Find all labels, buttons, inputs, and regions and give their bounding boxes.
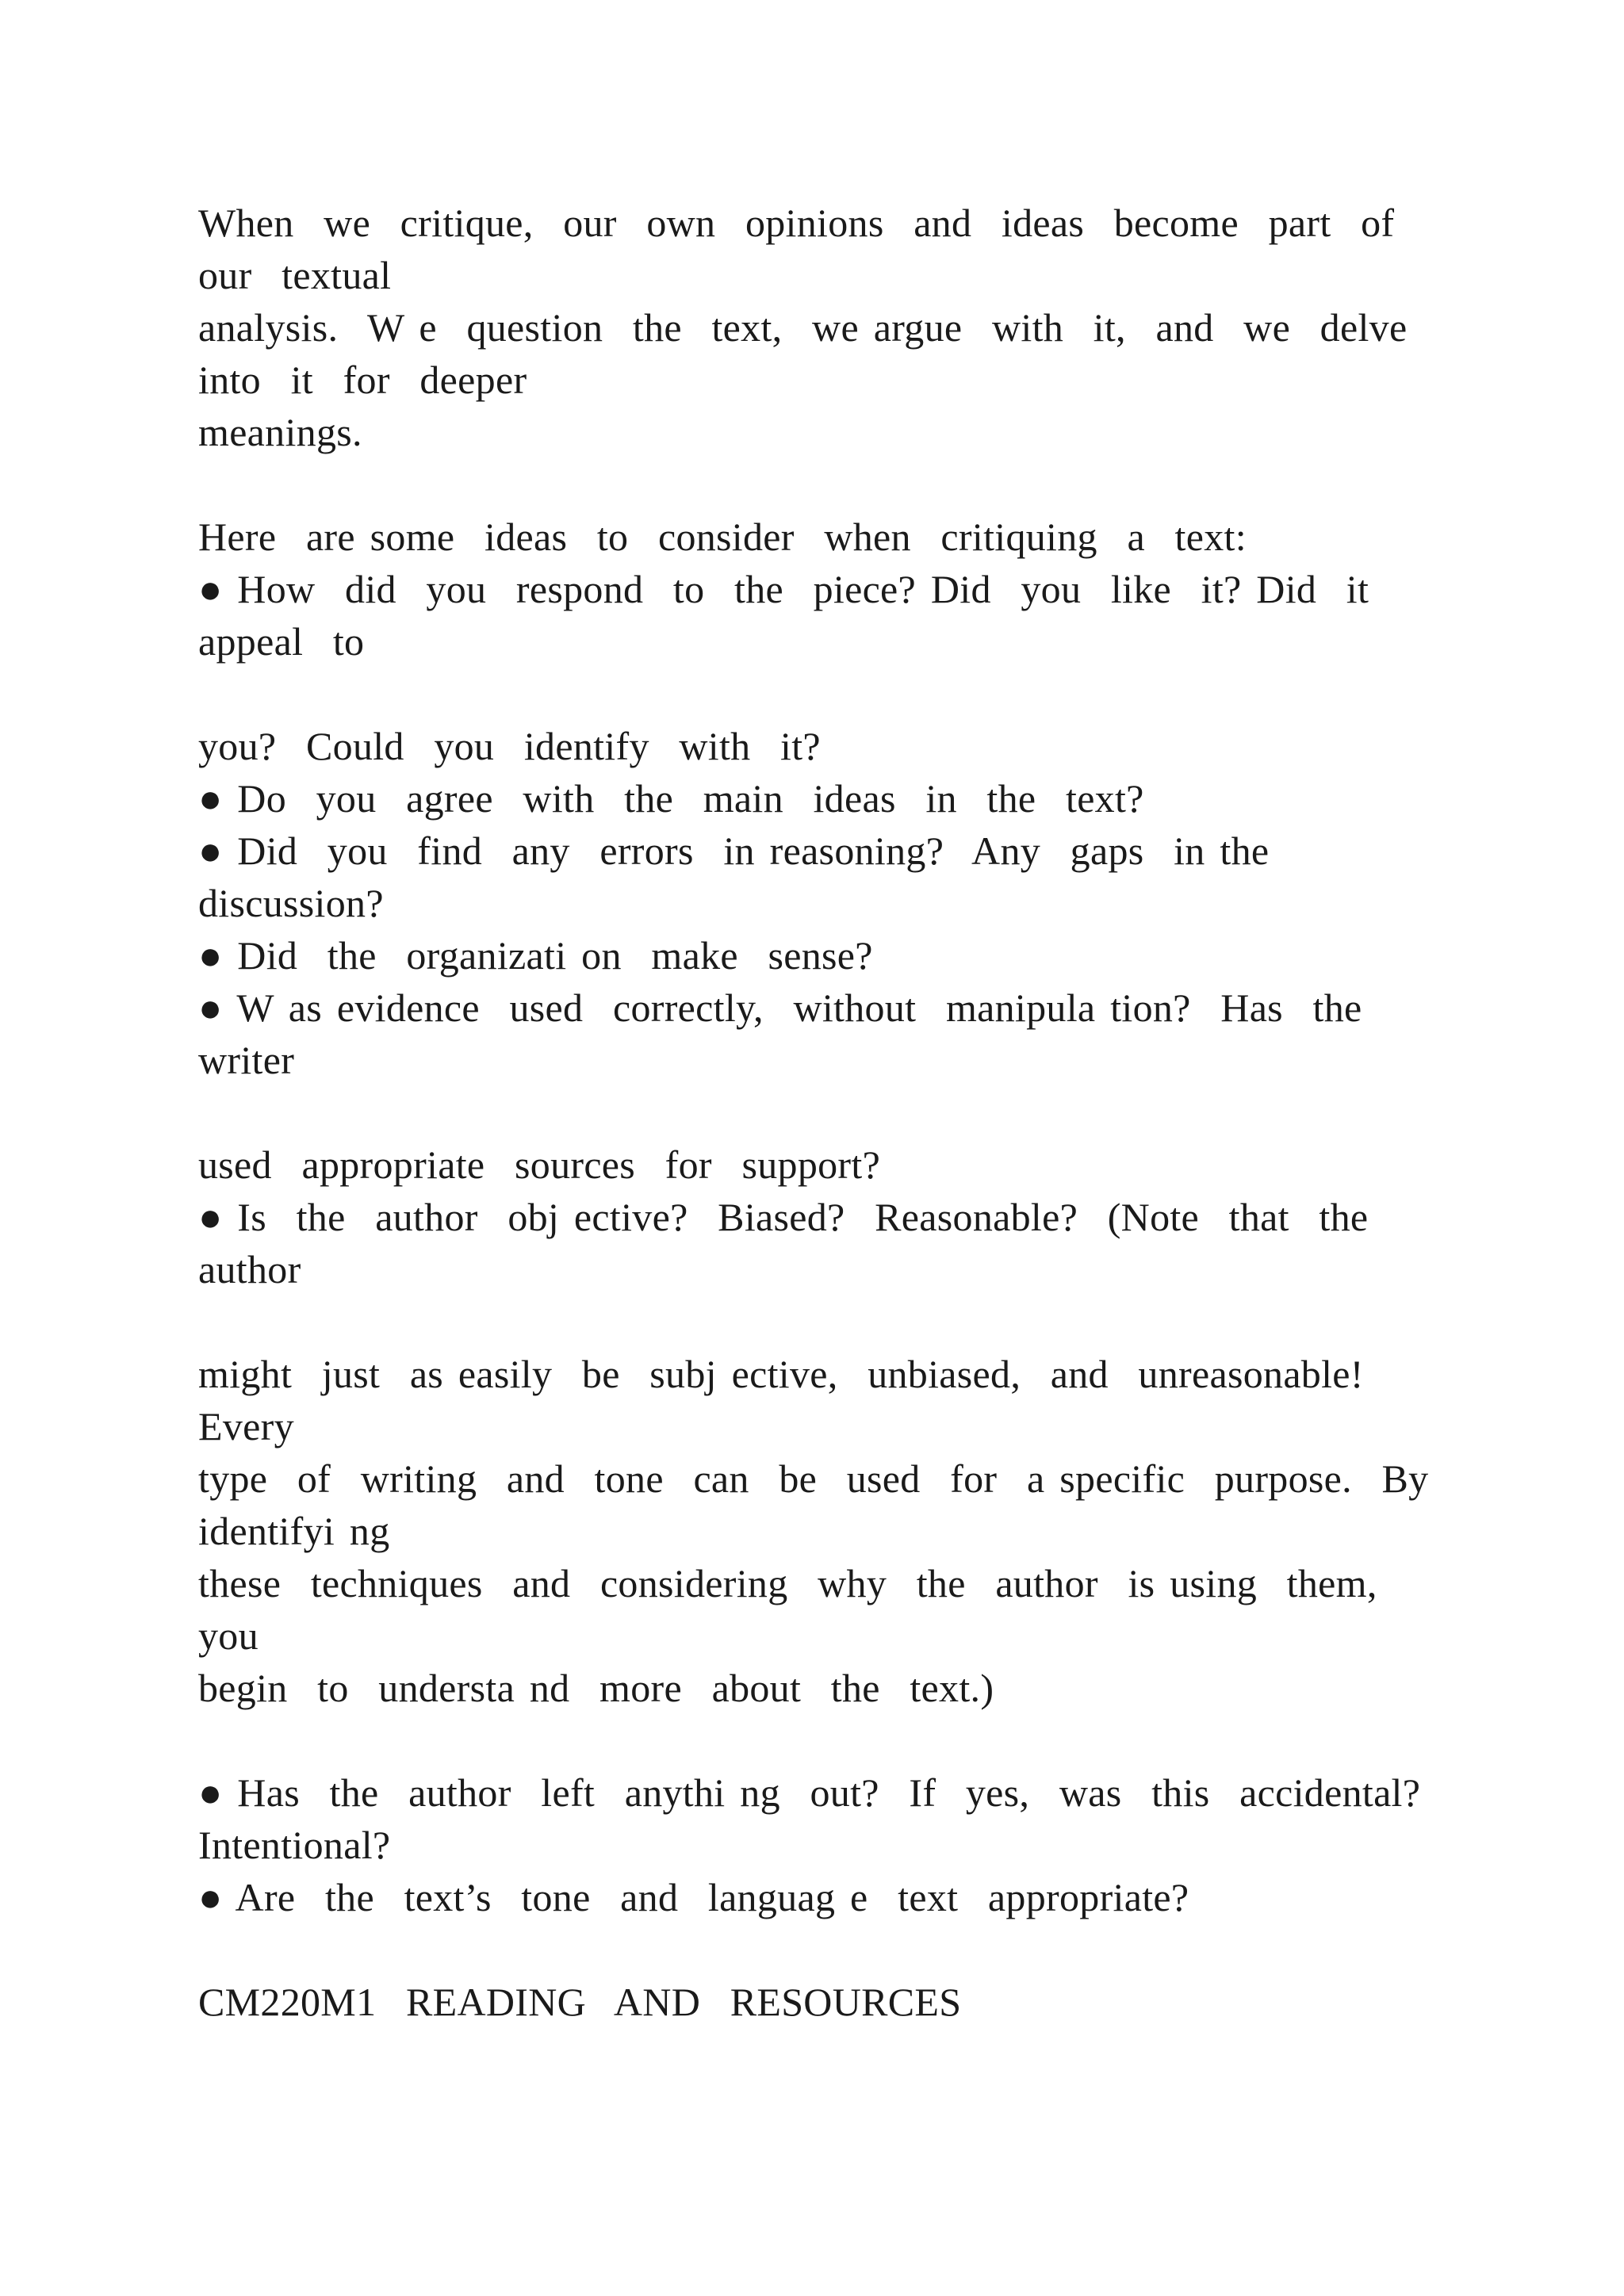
document-page: [198, 197, 1435, 2028]
text-line: type of writing and tone can be used for a specific purpose. By: [198, 1456, 1429, 1501]
text-line: analysis. W e question the text, we argue with it, and we delve: [198, 305, 1408, 350]
bullet-item: ● Did the organizati on make sense?: [198, 933, 873, 978]
bullet-item: ● Is the author obj ective? Biased? Reasonable? (Note that the: [198, 1195, 1369, 1239]
text-line: used appropriate sources for support?: [198, 1142, 881, 1187]
text-line: author: [198, 1247, 301, 1292]
text-line: writer: [198, 1038, 295, 1082]
text-line: appeal to: [198, 619, 365, 664]
text-line: Every: [198, 1404, 294, 1448]
text-line: identifyi ng: [198, 1509, 390, 1553]
text-line: you? Could you identify with it?: [198, 724, 821, 768]
bullet-item: ● Has the author left anythi ng out? If yes, was this accidental?: [198, 1770, 1421, 1815]
text-line: meanings.: [198, 410, 362, 454]
text-line: our textual: [198, 253, 392, 297]
text-line: Intentional?: [198, 1823, 391, 1867]
text-line: into it for deeper: [198, 358, 527, 402]
text-line: these techniques and considering why the author is using them,: [198, 1561, 1377, 1605]
blank-line: [198, 458, 1435, 511]
text-line: you: [198, 1613, 259, 1658]
bullet-item: ● Do you agree with the main ideas in the text?: [198, 776, 1144, 821]
blank-line: [198, 1923, 1435, 1976]
bullet-item: ● Did you find any errors in reasoning? Any gaps in the: [198, 828, 1270, 873]
blank-line: [198, 1295, 1435, 1348]
text-line: Here are some ideas to consider when critiquing a text:: [198, 515, 1247, 559]
blank-line: [198, 1714, 1435, 1766]
text-line: discussion?: [198, 881, 384, 925]
blank-line: [198, 668, 1435, 720]
bullet-item: ● How did you respond to the piece? Did you like it? Did it: [198, 567, 1369, 611]
text-line: begin to understa nd more about the text.): [198, 1666, 994, 1710]
bullet-item: ● Are the text’s tone and languag e text appropriate?: [198, 1875, 1189, 1919]
text-line: might just as easily be subj ective, unbiased, and unreasonable!: [198, 1352, 1364, 1396]
blank-line: [198, 1086, 1435, 1138]
text-line: When we critique, our own opinions and ideas become part of: [198, 201, 1395, 245]
section-heading: CM220M1 READING AND RESOURCES: [198, 1980, 962, 2024]
bullet-item: ● W as evidence used correctly, without manipula tion? Has the: [198, 985, 1362, 1030]
